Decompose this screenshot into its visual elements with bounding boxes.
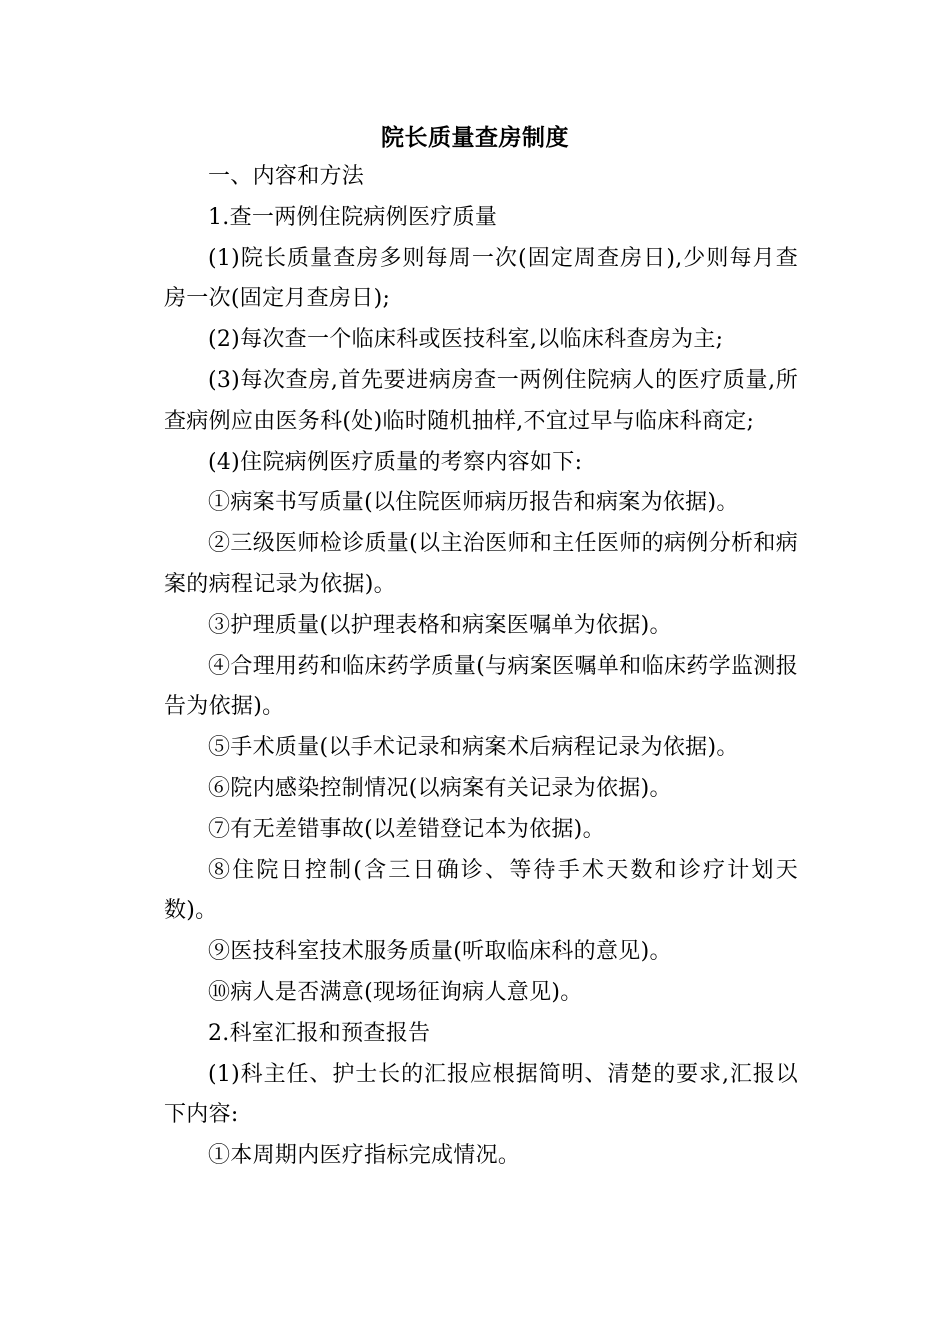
paragraph: (3)每次查房,首先要进病房查一两例住院病人的医疗质量,所查病例应由医务科(处)临时随机抽样,不宜过早与临床科商定; [164,367,798,434]
list-item: ⑥院内感染控制情况(以病案有关记录为依据)。 [208,775,672,801]
document-body [164,157,798,1177]
list-item: ①本周期内医疗指标完成情况。 [208,1143,521,1169]
paragraph: (1)院长质量查房多则每周一次(固定周查房日),少则每月查房一次(固定月查房日); [164,245,798,312]
paragraph: (4)住院病例医疗质量的考察内容如下: [208,449,583,475]
list-item: ⑩病人是否满意(现场征询病人意见)。 [208,979,583,1005]
paragraph: (1)科主任、护士长的汇报应根据简明、清楚的要求,汇报以下内容: [164,1061,798,1128]
list-item: ⑦有无差错事故(以差错登记本为依据)。 [208,816,605,842]
list-item: ③护理质量(以护理表格和病案医嘱单为依据)。 [208,612,672,638]
paragraph: (2)每次查一个临床科或医技科室,以临床科查房为主; [208,327,724,353]
list-item: ⑧住院日控制(含三日确诊、等待手术天数和诊疗计划天数)。 [164,857,798,924]
list-item: ④合理用药和临床药学质量(与病案医嘱单和临床药学监测报告为依据)。 [164,653,798,720]
list-item: ②三级医师检诊质量(以主治医师和主任医师的病例分析和病案的病程记录为依据)。 [164,531,798,597]
list-item: ⑤手术质量(以手术记录和病案术后病程记录为依据)。 [208,735,739,761]
subsection-heading: 2.科室汇报和预查报告 [208,1020,431,1046]
subsection-heading: 1.查一两例住院病例医疗质量 [208,204,498,230]
document-title: 院长质量查房制度 [381,125,569,151]
section-heading: 一、内容和方法 [208,164,365,189]
list-item: ⑨医技科室技术服务质量(听取临床科的意见)。 [208,939,672,965]
list-item: ①病案书写质量(以住院医师病历报告和病案为依据)。 [208,490,739,516]
